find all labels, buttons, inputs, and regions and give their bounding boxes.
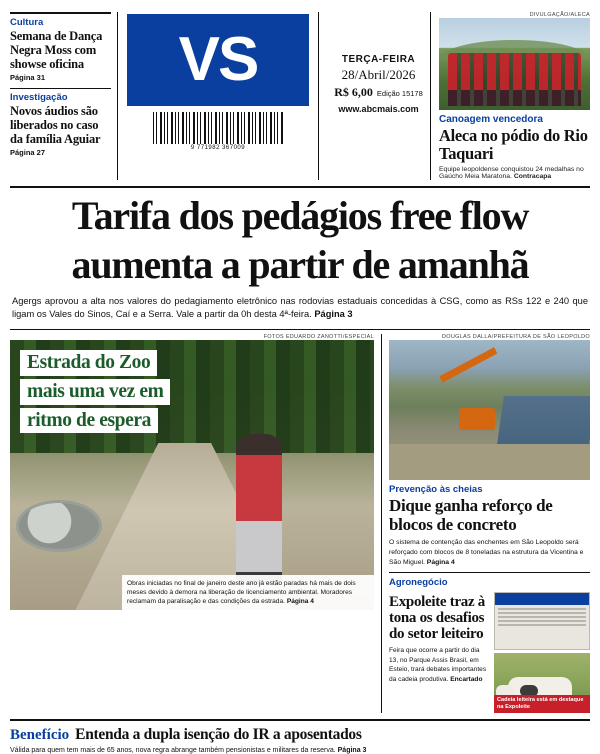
photo-person <box>236 434 282 584</box>
edition-info <box>318 12 430 180</box>
brief-kicker: Investigação <box>10 92 68 103</box>
zoo-headline-line-3: ritmo de espera <box>20 408 158 434</box>
brief-investigation[interactable] <box>10 92 111 157</box>
cow-photo <box>494 653 590 713</box>
divider <box>10 186 590 188</box>
zoo-headline-line-1: Estrada do Zoo <box>20 350 157 376</box>
brief-culture[interactable] <box>10 17 111 82</box>
zoo-caption-text: Obras iniciadas no final de janeiro deste ano já estão paradas há mais de dois meses devido à demora na liberação de licenciamento ambiental. Moradores reclamam da paralisação e das condições da estrada. <box>127 579 356 605</box>
dike-story[interactable] <box>389 334 590 568</box>
photo-credit: FOTOS EDUARDO ZANOTTI/ESPECIAL <box>263 333 374 340</box>
left-briefs-column <box>10 12 118 180</box>
thumb-line <box>498 624 586 626</box>
lead-story[interactable] <box>10 193 590 321</box>
dike-kicker: Prevenção às cheias <box>389 483 483 495</box>
dike-body-page: Página 4 <box>426 559 455 567</box>
agro-body-label: Encartado <box>450 675 483 683</box>
agro-body-text: Feira que ocorre a partir do dia 13, no Parque Assis Brasil, em Esteio, trará debates importantes da cadeia produtiva. <box>389 647 487 683</box>
brief-kicker: Cultura <box>10 17 44 28</box>
agro-story[interactable] <box>389 577 590 713</box>
zoo-road-photo <box>10 340 374 610</box>
dike-body <box>389 538 590 568</box>
canoe-team-photo <box>439 18 590 110</box>
thumb-masthead <box>495 593 589 605</box>
edition-number: Edição 15178 <box>376 89 423 98</box>
brief-page: Página 27 <box>10 148 46 157</box>
agro-photos <box>494 592 590 713</box>
dike-body-text: O sistema de contenção das enchentes em São Leopoldo será reforçado com blocos de 8 toneladas na estrutura da Vicentina e São Miguel. <box>389 539 584 567</box>
zoo-story[interactable] <box>10 334 382 713</box>
photo-credit: DIVULGAÇÃO/ALECA <box>529 12 590 18</box>
photo-team-front-row <box>448 90 581 107</box>
footer-headline: Entenda a dupla isenção do IR a aposentados <box>75 725 362 743</box>
brief-title: Novos áudios são liberados no caso da família Aguiar <box>10 104 101 146</box>
zoo-headline-overlay <box>20 350 170 436</box>
story-subtext-page: Contracapa <box>513 173 552 180</box>
excavator-body <box>459 408 495 430</box>
photo-credit: DOUGLAS DALLA/PREFEITURA DE SÃO LEOPOLDO <box>441 333 590 340</box>
zoo-caption-page: Página 4 <box>286 597 314 605</box>
zoo-caption <box>122 575 374 610</box>
footer-kicker: Benefício <box>10 726 70 743</box>
logo-text: VS <box>178 25 258 94</box>
lead-deck <box>12 295 588 321</box>
thumb-line <box>498 608 586 610</box>
weekday: TERÇA-FEIRA <box>341 54 416 65</box>
divider <box>10 12 111 14</box>
photo-excavator <box>441 376 513 432</box>
dike-headline: Dique ganha reforço de blocos de concreto <box>389 495 553 534</box>
photo-ground <box>389 444 590 480</box>
top-right-story[interactable] <box>430 12 590 180</box>
story-kicker: Canoagem vencedora <box>439 114 543 126</box>
lead-deck-page: Página 3 <box>314 308 353 319</box>
lead-deck-text: Agergs aprovou a alta nos valores do pedagiamento eletrônico nas rodovias estaduais concedidas à CSG, como as RSs 122 e 240 que ligam os Vales do Sinos, Caí e a Serra. Vale a partir da 0h desta 4ª-feira. <box>12 295 588 319</box>
story-headline: Aleca no pódio do Rio Taquari <box>439 126 588 164</box>
divider <box>10 88 111 89</box>
supplement-thumbnail <box>494 592 590 650</box>
agro-text <box>389 592 488 713</box>
footer-body <box>10 747 590 754</box>
story-subtext <box>439 166 590 180</box>
thumb-lines <box>495 605 589 631</box>
thumb-line <box>498 612 586 614</box>
masthead <box>118 12 318 180</box>
agro-body <box>389 646 488 683</box>
date: 28/Abril/2026 <box>341 67 416 82</box>
agro-kicker: Agronegócio <box>389 576 448 588</box>
barcode-number: 9 771982 367009 <box>190 145 246 151</box>
right-column <box>382 334 590 713</box>
divider <box>389 572 590 573</box>
footer-headline-row <box>10 726 590 744</box>
footer-body-text: Válida para quem tem mais de 65 anos, nova regra abrange também pensionistas e militares da reserva. <box>10 746 336 754</box>
website-link[interactable]: www.abcmais.com <box>338 104 419 114</box>
lead-headline-line1: Tarifa dos pedágios free flow <box>71 193 529 238</box>
photo-concrete-pipe <box>16 500 102 552</box>
top-bar <box>10 12 590 180</box>
thumb-line <box>498 616 586 618</box>
footer-body-page: Página 3 <box>337 746 367 754</box>
lower-section <box>10 329 590 713</box>
story-subtext-text: Equipe leopoldense conquistou 24 medalhas no Gaúcho Meia Maratona. <box>439 166 584 180</box>
thumb-line <box>498 620 586 622</box>
footer-story[interactable] <box>10 719 590 754</box>
barcode-icon <box>153 112 283 144</box>
brief-title: Semana de Dança Negra Moss com showse oficina <box>10 29 103 71</box>
agro-headline: Expoleite traz à tona os desafios do setor leiteiro <box>389 593 486 643</box>
dike-construction-photo <box>389 340 590 480</box>
excavator-arm <box>440 348 498 383</box>
brief-page: Página 31 <box>10 73 46 82</box>
price: R$ 6,00 <box>334 85 373 99</box>
lead-headline-line2: aumenta a partir de amanhã <box>71 241 529 287</box>
logo[interactable] <box>127 14 309 106</box>
cow-caption: Cadeia leiteira está em destaque na Expoleite <box>494 695 590 713</box>
agro-layout <box>389 592 590 713</box>
zoo-headline-line-2: mais uma vez em <box>20 379 170 405</box>
